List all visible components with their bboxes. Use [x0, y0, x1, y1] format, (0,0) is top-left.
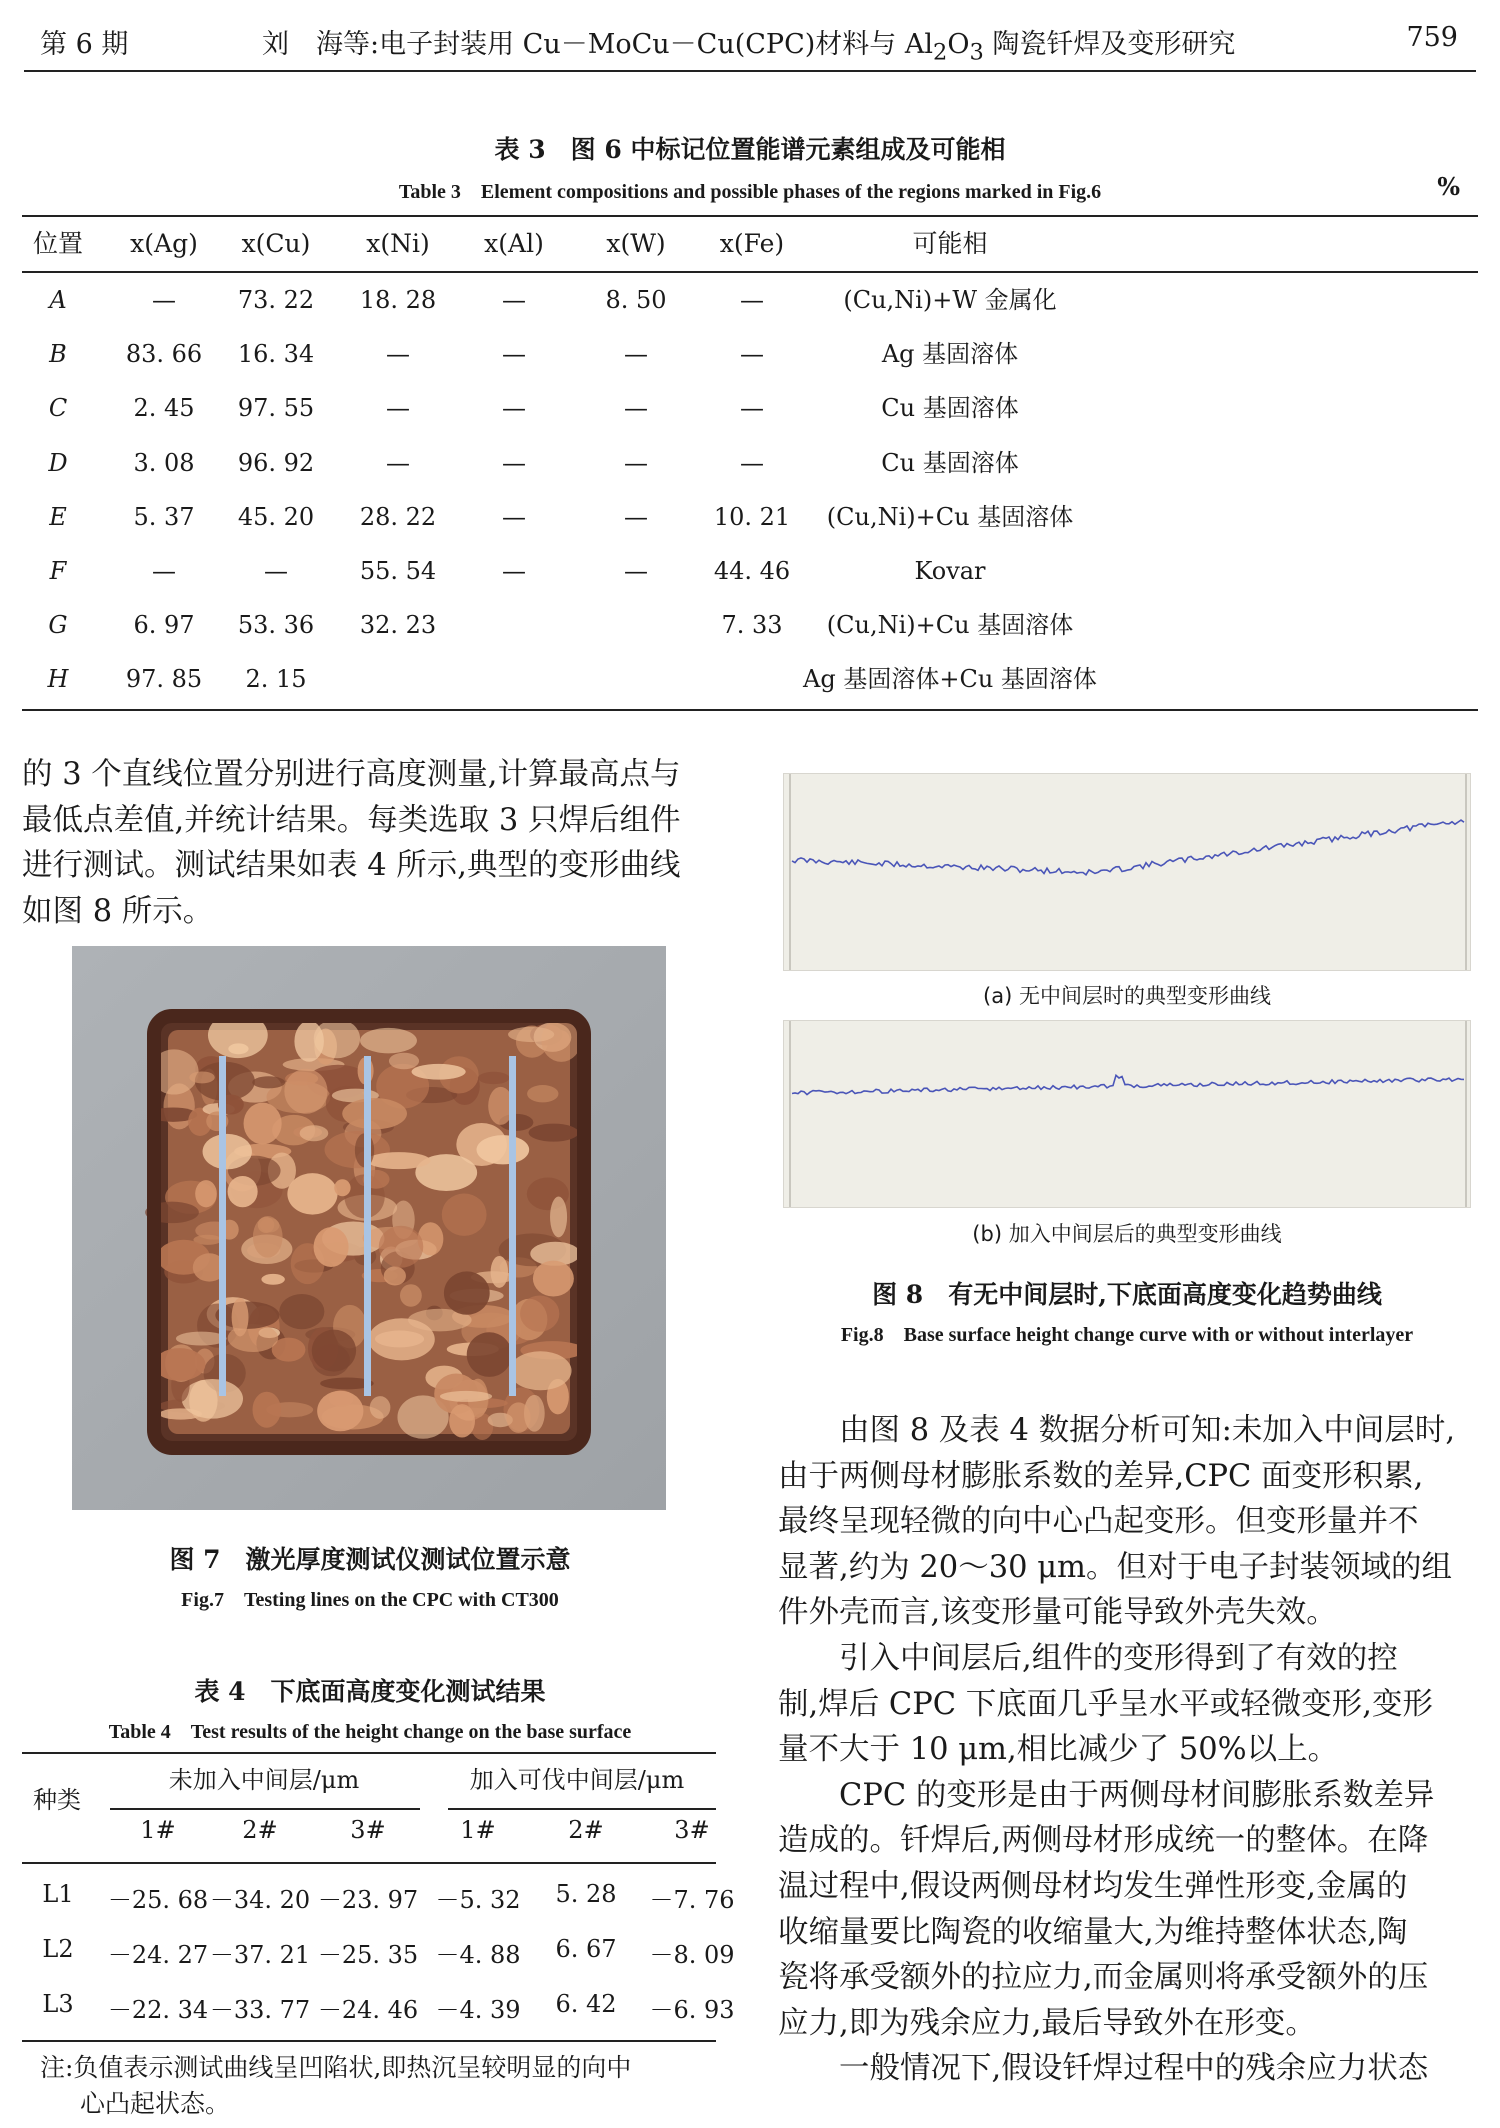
table4-sub-header: 3# [674, 1816, 710, 1844]
table3-unit: % [1437, 172, 1460, 201]
text-line: 制,焊后 CPC 下底面几乎呈水平或轻微变形,变形 [778, 1686, 1433, 1722]
issue-label: 第 6 期 [40, 29, 129, 60]
table3-value-cell: 73. 22 [237, 286, 315, 314]
table4-note-line1: 注:负值表示测试曲线呈凹陷状,即热沉呈较明显的向中 [40, 2053, 632, 2082]
table3-value-cell: 97. 85 [125, 665, 203, 694]
table3-value-cell: 32. 23 [359, 611, 437, 640]
left-paragraph [22, 752, 718, 934]
table4-sub-header: 3# [350, 1816, 386, 1844]
table3-row [22, 273, 1478, 327]
text-line: 收缩量要比陶瓷的收缩量大,为维持整体状态,陶 [778, 1914, 1408, 1950]
table3-value-cell: 5. 37 [133, 502, 195, 531]
text-line: 如图 8 所示。 [22, 893, 214, 929]
table4-value-cell: －4. 39 [435, 1996, 521, 2024]
table3-value-cell: — [264, 557, 288, 585]
text-line: 显著,约为 20～30 μm。但对于电子封装领域的组 [778, 1549, 1452, 1585]
table3-row [22, 436, 1478, 490]
table3-value-cell: — [502, 557, 526, 585]
table4-value-cell: －34. 20 [209, 1886, 311, 1914]
table4-group1-header: 未加入中间层/μm [168, 1766, 360, 1794]
table4-value-cell: 6. 42 [555, 1990, 617, 2018]
table3-value-cell: — [624, 502, 648, 531]
table3-value-cell: — [386, 394, 410, 423]
table4-value-cell: 6. 67 [555, 1935, 617, 1963]
right-paragraph [778, 1408, 1474, 2092]
table3-position-cell: G [48, 611, 68, 640]
cpc-photo [72, 946, 666, 1510]
table4-value-cell: －8. 09 [649, 1941, 735, 1969]
table4-value-cell: 5. 28 [555, 1880, 617, 1908]
page-number: 759 [1406, 22, 1458, 53]
table4-sub-header: 2# [568, 1816, 604, 1844]
table3-value-cell: — [740, 448, 764, 477]
test-line-2 [364, 1056, 371, 1396]
table4-row-label: L2 [42, 1935, 74, 1963]
table3-value-cell: 2. 15 [245, 665, 307, 694]
table4-caption-en: Table 4 Test results of the height change on the base surface [108, 1721, 632, 1743]
table3-value-cell: — [624, 394, 648, 423]
curve-panel-b [783, 1020, 1471, 1208]
table3-header-row [22, 217, 1478, 271]
text-line: 量不大于 10 μm,相比减少了 50%以上。 [778, 1732, 1339, 1768]
table3-value-cell: 45. 20 [237, 502, 315, 531]
table4-value-cell: －5. 32 [435, 1886, 521, 1914]
table3-value-cell: — [152, 286, 176, 314]
table3-value-cell: 97. 55 [237, 394, 315, 423]
table3-row [22, 544, 1478, 598]
table4-sub-header: 1# [140, 1816, 176, 1844]
text-line: 由图 8 及表 4 数据分析可知:未加入中间层时, [778, 1413, 1456, 1448]
text-line: 温过程中,假设两侧母材均发生弹性形变,金属的 [778, 1868, 1408, 1904]
table4-row-label: L1 [42, 1880, 74, 1908]
table3-header-cell: x(Al) [484, 229, 544, 258]
table3-position-cell: F [49, 557, 67, 585]
text-line: 进行测试。测试结果如表 4 所示,典型的变形曲线 [22, 848, 681, 884]
text-line: 件外壳而言,该变形量可能导致外壳失效。 [778, 1595, 1337, 1631]
table4-group2-rule [448, 1808, 716, 1810]
table4-value-cell: －33. 77 [209, 1996, 311, 2024]
table3-value-cell: 96. 92 [237, 448, 315, 477]
table3-value-cell: 8. 50 [605, 286, 667, 314]
table4-value-cell: －25. 68 [107, 1886, 209, 1914]
table4-row-label: L3 [42, 1990, 74, 2018]
table4-value-cell: －22. 34 [107, 1996, 209, 2024]
table4-value-cell: －37. 21 [209, 1941, 311, 1969]
test-line-1 [219, 1056, 226, 1396]
table3-position-cell: C [48, 394, 68, 423]
fig8-sub-a: (a) 无中间层时的典型变形曲线 [983, 984, 1271, 1008]
table3-value-cell: — [740, 340, 764, 369]
table3-value-cell: 3. 08 [133, 448, 195, 477]
table3-row [22, 652, 1478, 706]
fig7-caption-en: Fig.7 Testing lines on the CPC with CT300 [181, 1589, 559, 1611]
table3-header-cell: x(Ni) [366, 229, 430, 258]
table3-value-cell: Kovar [914, 557, 986, 585]
table4-value-cell: －7. 76 [649, 1886, 735, 1914]
table3-position-cell: B [49, 340, 67, 369]
table3-position-cell: E [49, 502, 67, 531]
table4-note-line2: 心凸起状态。 [80, 2089, 231, 2118]
deformation-curve-a [792, 820, 1464, 875]
text-line: 最终呈现轻微的向中心凸起变形。但变形量并不 [778, 1504, 1419, 1540]
text-line: 一般情况下,假设钎焊过程中的残余应力状态 [778, 2051, 1429, 2087]
text-line: 最低点差值,并统计结果。每类选取 3 只焊后组件 [22, 802, 681, 838]
table3-value-cell: 2. 45 [133, 394, 195, 423]
table3-value-cell: — [624, 448, 648, 477]
table3-value-cell: — [386, 340, 410, 369]
table3-value-cell: — [740, 286, 764, 314]
table3-value-cell: — [502, 394, 526, 423]
table3-header-cell: x(W) [606, 229, 666, 258]
table4-value-cell: －23. 97 [317, 1886, 419, 1914]
table3-bottom-rule [22, 709, 1478, 711]
table3-value-cell: 44. 46 [713, 557, 791, 585]
test-line-3 [509, 1056, 516, 1396]
deformation-curve-b [792, 1075, 1464, 1094]
table3-value-cell [444, 652, 584, 706]
table3-caption-cn: 表 3 图 6 中标记位置能谱元素组成及可能相 [494, 135, 1006, 164]
table3-value-cell: 10. 21 [713, 502, 791, 531]
table3-value-cell: (Cu,Ni)+Cu 基固溶体 [826, 502, 1074, 531]
text-line: 应力,即为残余应力,最后导致外在形变。 [778, 2005, 1316, 2041]
table3-value-cell: 55. 54 [359, 557, 437, 585]
table4-caption-cn: 表 4 下底面高度变化测试结果 [194, 1677, 546, 1706]
table3-value-cell: — [502, 502, 526, 531]
fig7-caption-cn: 图 7 激光厚度测试仪测试位置示意 [169, 1545, 571, 1574]
table3-row [22, 327, 1478, 381]
table3-value-cell: 16. 34 [237, 340, 315, 369]
table3-value-cell: — [624, 340, 648, 369]
table3-value-cell: — [386, 448, 410, 477]
table3-row [22, 381, 1478, 435]
curve-panel-a [783, 773, 1471, 971]
table3-value-cell: (Cu,Ni)+Cu 基固溶体 [826, 611, 1074, 640]
table4-value-cell: －24. 27 [107, 1941, 209, 1969]
table3-position-cell: H [47, 665, 69, 694]
table4-sub-header: 2# [242, 1816, 278, 1844]
fig8-caption-en: Fig.8 Base surface height change curve with or without interlayer [840, 1324, 1414, 1346]
table3-header-cell: 位置 [32, 229, 83, 258]
table4-value-cell: －4. 88 [435, 1941, 521, 1969]
table3-position-cell: A [49, 286, 67, 314]
table3-caption-en: Table 3 Element compositions and possible phases of the regions marked in Fig.6 [398, 181, 1102, 203]
table3-value-cell: 6. 97 [133, 611, 195, 640]
table3-value-cell [444, 598, 584, 652]
table3-value-cell: — [502, 286, 526, 314]
table3-value-cell: — [740, 394, 764, 423]
table4-top-rule [22, 1752, 716, 1754]
running-title: 刘 海等:电子封装用 Cu－MoCu－Cu(CPC)材料与 $Al_2O_3$ 陶瓷钎焊及变形研究 [262, 29, 1236, 66]
table3-value-cell: Cu 基固溶体 [881, 448, 1019, 477]
table4-note [40, 2050, 631, 2122]
table3-value-cell: — [152, 557, 176, 585]
table3-value-cell: 18. 28 [359, 286, 437, 314]
table4-group1-rule [110, 1808, 420, 1810]
table3-value-cell: Cu 基固溶体 [881, 394, 1019, 423]
table3-value-cell: — [502, 340, 526, 369]
table4-type-header: 种类 [33, 1786, 81, 1814]
header-rule [24, 70, 1476, 72]
table3-value-cell: Ag 基固溶体 [881, 340, 1019, 369]
text-line: 引入中间层后,组件的变形得到了有效的控 [778, 1640, 1398, 1676]
table3-value-cell: 7. 33 [721, 611, 783, 640]
table3-value-cell: 53. 36 [237, 611, 315, 640]
table3-value-cell: Ag 基固溶体+Cu 基固溶体 [803, 665, 1097, 694]
table4-value-cell: －25. 35 [317, 1941, 419, 1969]
fig8-caption-cn: 图 8 有无中间层时,下底面高度变化趋势曲线 [872, 1280, 1382, 1309]
fig8-sub-b: (b) 加入中间层后的典型变形曲线 [972, 1222, 1282, 1246]
text-line: 造成的。钎焊后,两侧母材形成统一的整体。在降 [778, 1823, 1429, 1859]
table3-row [22, 490, 1478, 544]
table3-value-cell: (Cu,Ni)+W 金属化 [843, 286, 1057, 314]
table4-sub-header: 1# [460, 1816, 496, 1844]
table3-value-cell: — [502, 448, 526, 477]
table3-value-cell: 83. 66 [125, 340, 203, 369]
table3-header-cell: 可能相 [912, 229, 988, 258]
table3-row [22, 598, 1478, 652]
table3-value-cell: 28. 22 [359, 502, 437, 531]
table3-header-cell: x(Cu) [241, 229, 311, 258]
table4-value-cell: －6. 93 [649, 1996, 735, 2024]
text-line: 的 3 个直线位置分别进行高度测量,计算最高点与 [22, 757, 681, 792]
text-line: 由于两侧母材膨胀系数的差异,CPC 面变形积累, [778, 1458, 1424, 1494]
table3-value-cell: — [624, 557, 648, 585]
table4-value-cell: －24. 46 [317, 1996, 419, 2024]
table4-bottom-rule [22, 2040, 716, 2042]
text-line: 瓷将承受额外的拉应力,而金属则将承受额外的压 [778, 1960, 1429, 1996]
table4-mid-rule [22, 1862, 716, 1864]
table3-position-cell: D [48, 448, 68, 477]
table4-group2-header: 加入可伐中间层/μm [469, 1766, 685, 1794]
text-line: CPC 的变形是由于两侧母材间膨胀系数差异 [778, 1777, 1435, 1813]
table3-header-cell: x(Ag) [130, 229, 198, 258]
table3-header-cell: x(Fe) [719, 229, 785, 258]
